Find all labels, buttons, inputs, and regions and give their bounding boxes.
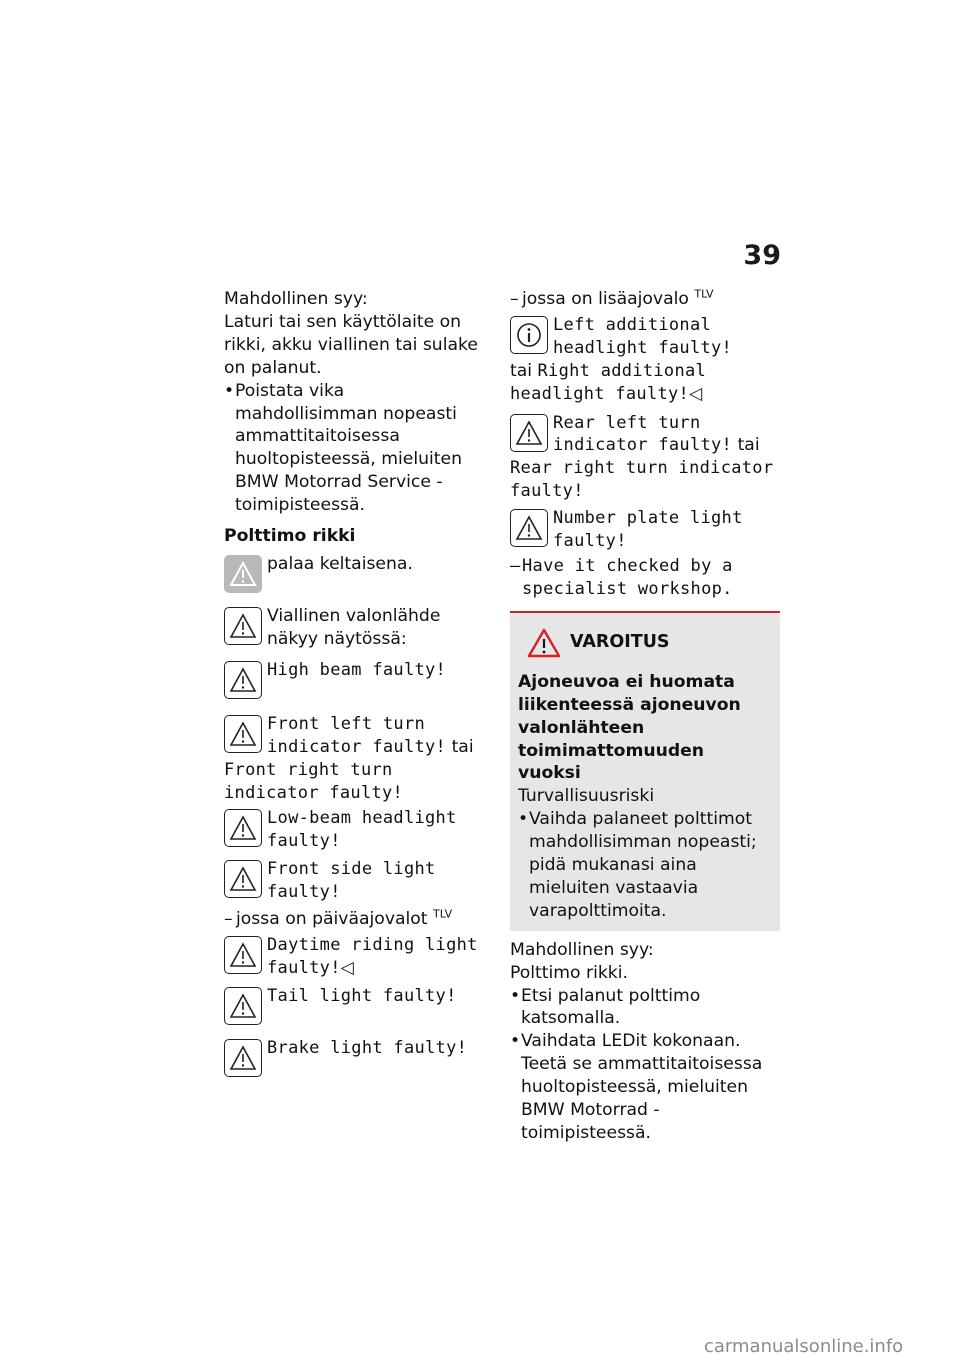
footer-watermark: carmanualsonline.info (704, 1336, 904, 1357)
warning-triangle-icon (224, 661, 262, 699)
warning-triangle-icon (224, 555, 262, 593)
msg-left-additional: Left additional headlight faulty! (553, 314, 733, 358)
bullet-find: • Etsi palanut polttimo katsomalla. (510, 985, 780, 1031)
cause-text: Laturi tai sen käyttölaite on rikki, akku viallinen tai sulake on palanut. (224, 311, 478, 378)
display-text: Viallinen valonlähde näkyy näytössä: (267, 605, 441, 649)
msg-front-left: Front left turn indicator faulty! (267, 713, 447, 757)
warning-triangle-icon (224, 936, 262, 974)
status-row-display (224, 605, 490, 651)
msg-daytime: Daytime riding light faulty! (267, 934, 478, 978)
end-mark: ◁ (340, 957, 354, 978)
msg-high-beam: High beam faulty! (267, 659, 447, 680)
warning-triangle-icon (224, 607, 262, 645)
end-mark: ◁ (689, 383, 703, 404)
msg-row-low-beam (224, 807, 490, 853)
or-word: tai (737, 435, 760, 456)
warning-header (526, 627, 772, 659)
msg-right-additional: Right additional headlight faulty! (510, 360, 707, 404)
status-row-yellow (224, 553, 490, 593)
or-word: tai (510, 360, 533, 381)
msg-row-front-left (224, 713, 490, 759)
warning-box (510, 611, 780, 931)
msg-row-brake (224, 1037, 490, 1077)
cause-label: Mahdollinen syy: (224, 289, 368, 309)
warning-bullet: • Vaihda palaneet polttimot mahdollisimman nopeasti; pidä mukanasi aina mieluiten vastaavia varapolttimoita. (518, 808, 772, 923)
warning-red-triangle-icon (526, 627, 562, 659)
warning-triangle-icon (510, 509, 548, 547)
tlv-mark: TLV (433, 907, 453, 921)
right-additional-line (510, 360, 780, 406)
msg-row-left-additional (510, 314, 780, 360)
msg-tail: Tail light faulty! (267, 985, 457, 1006)
msg-rear-right: Rear right turn indicator faulty! (510, 458, 774, 502)
msg-low-beam: Low-beam headlight faulty! (267, 808, 457, 852)
warning-triangle-icon (224, 809, 262, 847)
warning-bold-text: Ajoneuvoa ei huomata liikenteessä ajoneuvon valonlähteen toimimattomuuden vuoksi (518, 671, 741, 784)
tlv-mark: TLV (694, 287, 714, 301)
page-number: 39 (743, 240, 781, 271)
or-word: tai (451, 736, 474, 757)
msg-row-daytime (224, 934, 490, 980)
warning-triangle-icon (224, 1039, 262, 1077)
msg-row-number-plate (510, 507, 780, 553)
daytime-condition: – jossa on päiväajovalot $^{TLV}$ (224, 908, 490, 931)
checked-instruction: – Have it checked by a specialist workshop. (510, 555, 780, 601)
warning-title: VAROITUS (570, 632, 670, 653)
section-heading: Polttimo rikki (224, 526, 356, 547)
warning-risk: Turvallisuusriski (518, 786, 655, 807)
msg-row-high-beam (224, 659, 490, 699)
msg-row-rear-left (510, 412, 780, 458)
info-icon (510, 316, 548, 354)
msg-rear-left: Rear left turn indicator faulty! (553, 412, 733, 456)
bullet-repair: • Poistata vika mahdollisimman nopeasti ammattitaitoisessa huoltopisteessä, mieluiten BMW Motorrad Service -toimipisteessä. (224, 380, 490, 517)
status-text: palaa keltaisena. (267, 553, 413, 574)
bullet-replace: • Vaihdata LEDit kokonaan. Teetä se ammattitaitoisessa huoltopisteessä, mieluiten BMW Motorrad -toimipisteessä. (510, 1030, 780, 1145)
warning-triangle-icon (510, 414, 548, 452)
cause-label: Mahdollinen syy: (510, 939, 654, 960)
msg-row-front-side (224, 858, 490, 904)
msg-front-right: Front right turn indicator faulty! (224, 759, 404, 803)
msg-number-plate: Number plate light faulty! (553, 508, 743, 552)
msg-brake: Brake light faulty! (267, 1037, 468, 1058)
warning-triangle-icon (224, 715, 262, 753)
msg-front-side: Front side light faulty! (267, 859, 436, 903)
additional-condition: – jossa on lisäajovalo $^{TLV}$ (510, 288, 780, 311)
cause-text: Polttimo rikki. (510, 962, 629, 983)
left-column (224, 288, 490, 1077)
warning-triangle-icon (224, 860, 262, 898)
right-column (510, 288, 780, 1145)
msg-row-tail (224, 985, 490, 1025)
warning-triangle-icon (224, 987, 262, 1025)
